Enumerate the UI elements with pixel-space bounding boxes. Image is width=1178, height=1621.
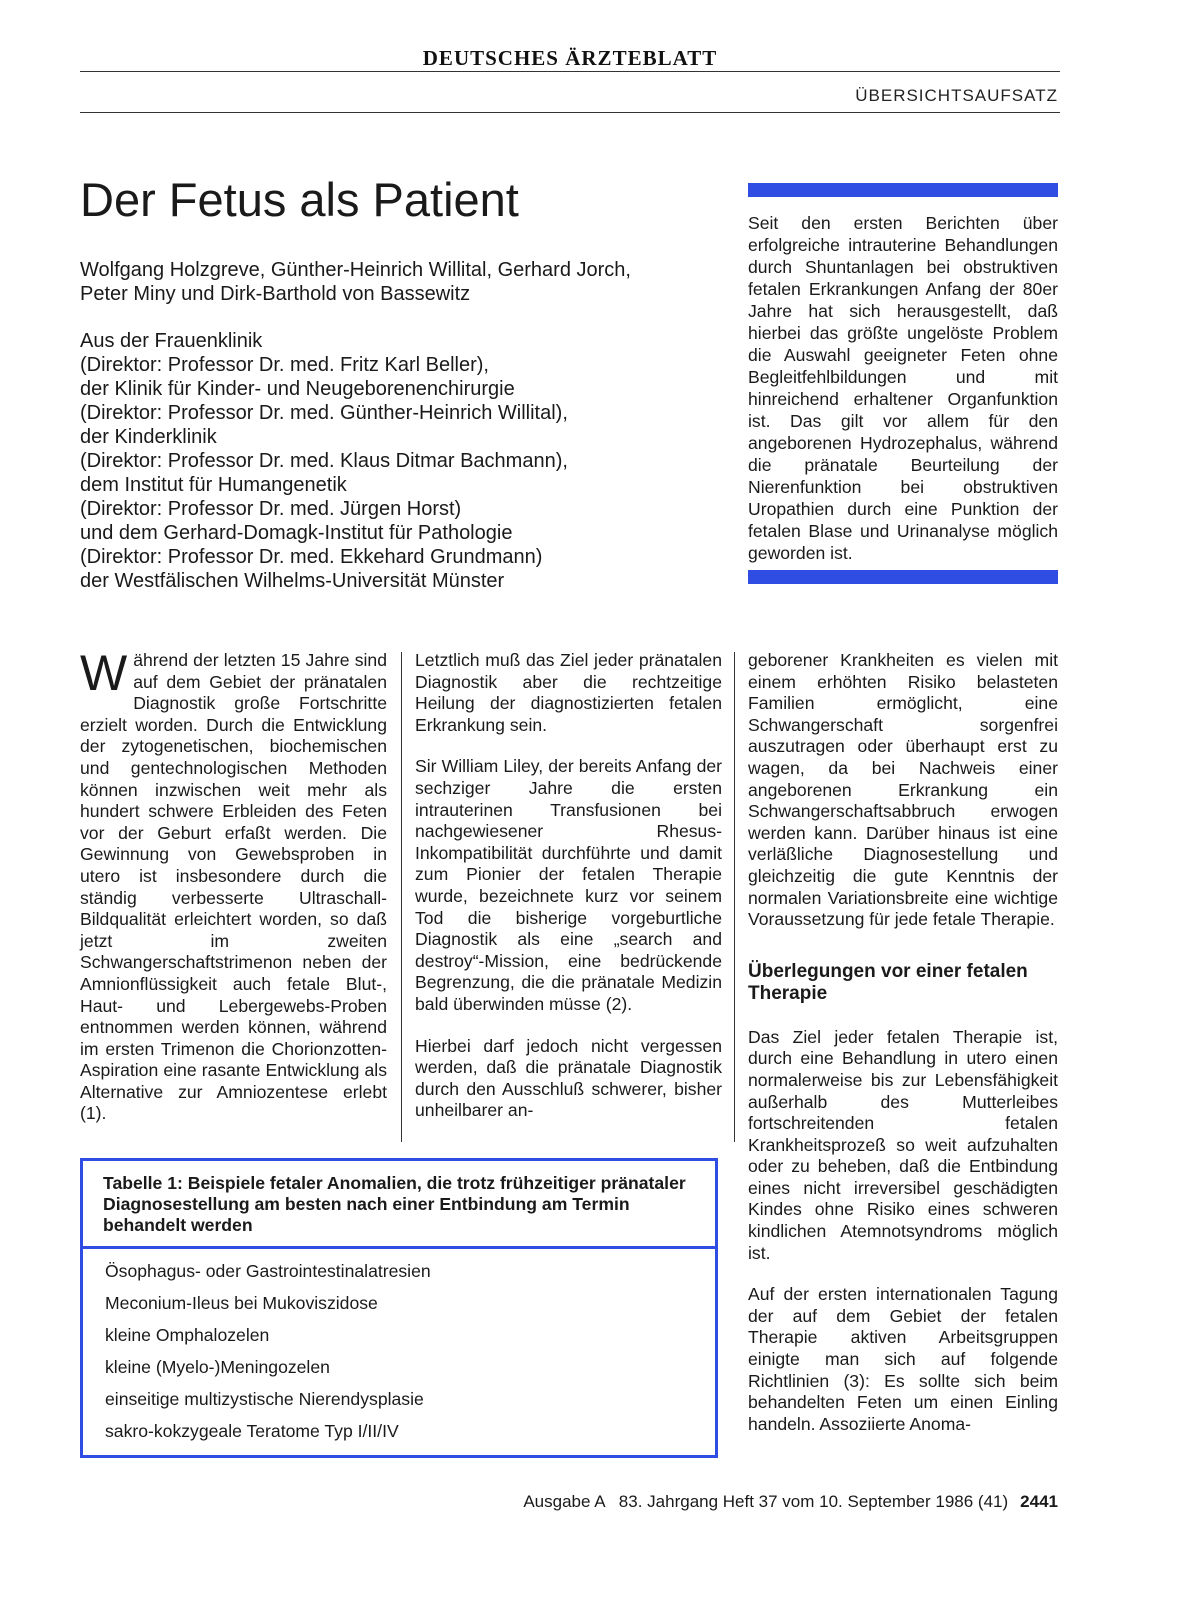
body-paragraph: Sir William Liley, der bereits Anfang der sechziger Jahre die ersten intrauterinen Transfusionen bei nachgewiesener Rhesus-Inkompatibilität durchführte und damit zum Pionier der fetalen Therapie wurde, bezeichnete kurz vor seinem Tod die bisherige vorgeburtliche Diagnostik als eine „search and destroy“-Mission, eine bedrückende Begrenzung, die die pränatale Medizin bald überwinden müsse (2). (415, 756, 722, 1014)
abstract-top-bar (748, 183, 1058, 197)
affiliation-line: (Direktor: Professor Dr. med. Fritz Karl Beller), (80, 354, 489, 376)
masthead-rule (80, 71, 1060, 72)
affiliation-line: der Klinik für Kinder- und Neugeborenenchirurgie (80, 378, 515, 400)
author-list (80, 258, 730, 306)
drop-cap: W (80, 645, 128, 701)
affiliation-line: (Direktor: Professor Dr. med. Ekkehard Grundmann) (80, 546, 543, 568)
body-paragraph: Auf der ersten internationalen Tagung der auf dem Gebiet der fetalen Therapie aktiven Arbeitsgruppen einigte man sich auf folgende Richtlinien (3): Es sollte sich beim behandelten Feten um einen Einling handeln. Assoziierte Anoma- (748, 1284, 1058, 1434)
journal-masthead: DEUTSCHES ÄRZTEBLATT (422, 46, 718, 70)
author-line: Wolfgang Holzgreve, Günther-Heinrich Willital, Gerhard Jorch, (80, 259, 631, 281)
affiliation-line: der Kinderklinik (80, 426, 217, 448)
table-1 (80, 1158, 718, 1458)
table-caption: Tabelle 1: Beispiele fetaler Anomalien, die trotz frühzeitiger pränataler Diagnosestellung am besten nach einer Entbindung am Termin behandelt werden (83, 1161, 715, 1249)
body-paragraph: Letztlich muß das Ziel jeder pränatalen Diagnostik aber die rechtzeitige Heilung der diagnostizierten fetalen Erkrankung sein. (415, 650, 722, 735)
author-line: Peter Miny und Dirk-Barthold von Bassewitz (80, 283, 471, 305)
column-divider (401, 652, 402, 1142)
affiliation-line: (Direktor: Professor Dr. med. Jürgen Horst) (80, 498, 462, 520)
affiliation-line: (Direktor: Professor Dr. med. Günther-Heinrich Willital), (80, 402, 568, 424)
table-row: Ösophagus- oder Gastrointestinalatresien (105, 1261, 431, 1281)
affiliation-line: der Westfälischen Wilhelms-Universität Münster (80, 570, 505, 592)
table-list (83, 1249, 715, 1447)
abstract-bottom-bar (748, 570, 1058, 584)
page-number: 2441 (1020, 1492, 1058, 1511)
body-column-3 (748, 650, 1058, 1455)
page-footer (523, 1492, 1058, 1512)
table-row: sakro-kokzygeale Teratome Typ I/II/IV (105, 1421, 399, 1441)
affiliation-block (80, 329, 730, 593)
affiliation-line: Aus der Frauenklinik (80, 330, 263, 352)
body-paragraph: Hierbei darf jedoch nicht vergessen werden, daß die pränatale Diagnostik durch den Ausschluß schwerer, bisher unheilbarer an- (415, 1035, 722, 1121)
section-label: ÜBERSICHTSAUFSATZ (855, 86, 1058, 105)
table-row: kleine Omphalozelen (105, 1325, 270, 1345)
section-heading: Überlegungen vor einer fetalen Therapie (748, 960, 1028, 1004)
body-paragraph: Während der letzten 15 Jahre sind auf dem Gebiet der pränatalen Diagnostik große Fortschritte erzielt worden. Durch die Entwicklung der zytogenetischen, biochemischen und gentechnologischen Methoden können inzwischen weit mehr als hundert schwere Erbleiden des Feten vor der Geburt erfaßt werden. Die Gewinnung von Gewebsproben in utero ist insbesondere durch die ständig verbesserte Ultraschall-Bildqualität erleichtert worden, so daß jetzt im zweiten Schwangerschaftstrimenon neben der Amnionflüssigkeit auch fetale Blut-, Haut- und Lebergewebs-Proben entnommen werden können, während im ersten Trimenon die Chorionzotten-Aspiration eine rasante Entwicklung als Alternative zur Amniozentese erlebt (1). (80, 645, 387, 1124)
affiliation-line: und dem Gerhard-Domagk-Institut für Pathologie (80, 522, 513, 544)
issue-info: Ausgabe A 83. Jahrgang Heft 37 vom 10. September 1986 (41) (523, 1492, 1009, 1511)
article-title: Der Fetus als Patient (80, 173, 519, 226)
affiliation-line: (Direktor: Professor Dr. med. Klaus Ditmar Bachmann), (80, 450, 568, 472)
table-row: kleine (Myelo-)Meningozelen (105, 1357, 330, 1377)
body-paragraph: Das Ziel jeder fetalen Therapie ist, durch eine Behandlung in utero einen normalerweise bis zur Lebensfähigkeit außerhalb des Mutterleibes fortschreitenden fetalen Krankheitsprozeß so weit aufzuhalten oder zu beheben, daß die Entbindung eines nicht irreversibel geschädigten Kindes ohne Risiko eines schweren kindlichen Atemnotsyndroms möglich ist. (748, 1026, 1058, 1263)
abstract-text: Seit den ersten Berichten über erfolgreiche intrauterine Behandlungen durch Shuntanlagen bei obstruktiven fetalen Erkrankungen Anfang der 80er Jahre hat sich herausgestellt, daß hierbei das größte ungelöste Problem die Auswahl geeigneter Feten ohne Begleitfehlbildungen und mit hinreichend erhaltener Organfunktion ist. Das gilt vor allem für den angeborenen Hydrozephalus, während die pränatale Beurteilung der Nierenfunktion bei obstruktiven Uropathien durch eine Punktion der fetalen Blase und Urinanalyse möglich geworden ist. (748, 213, 1058, 563)
table-row: einseitige multizystische Nierendysplasie (105, 1389, 424, 1409)
body-paragraph: geborener Krankheiten es vielen mit einem erhöhten Risiko belasteten Familien ermöglicht, eine Schwangerschaft sorgenfrei auszutragen oder überhaupt erst zu wagen, da bei Nachweis einer angeborenen Erkrankung ein Schwangerschaftsabbruch erwogen werden kann. Darüber hinaus ist eine verläßliche Diagnosestellung und gleichzeitig die gute Kenntnis der normalen Variationsbreite eine wichtige Voraussetzung für jede fetale Therapie. (748, 650, 1058, 930)
column-divider (734, 652, 735, 1142)
body-column-2 (415, 650, 722, 1142)
affiliation-line: dem Institut für Humangenetik (80, 474, 347, 496)
section-rule (80, 112, 1060, 113)
body-column-1 (80, 645, 387, 1145)
table-row: Meconium-Ileus bei Mukoviszidose (105, 1293, 378, 1313)
